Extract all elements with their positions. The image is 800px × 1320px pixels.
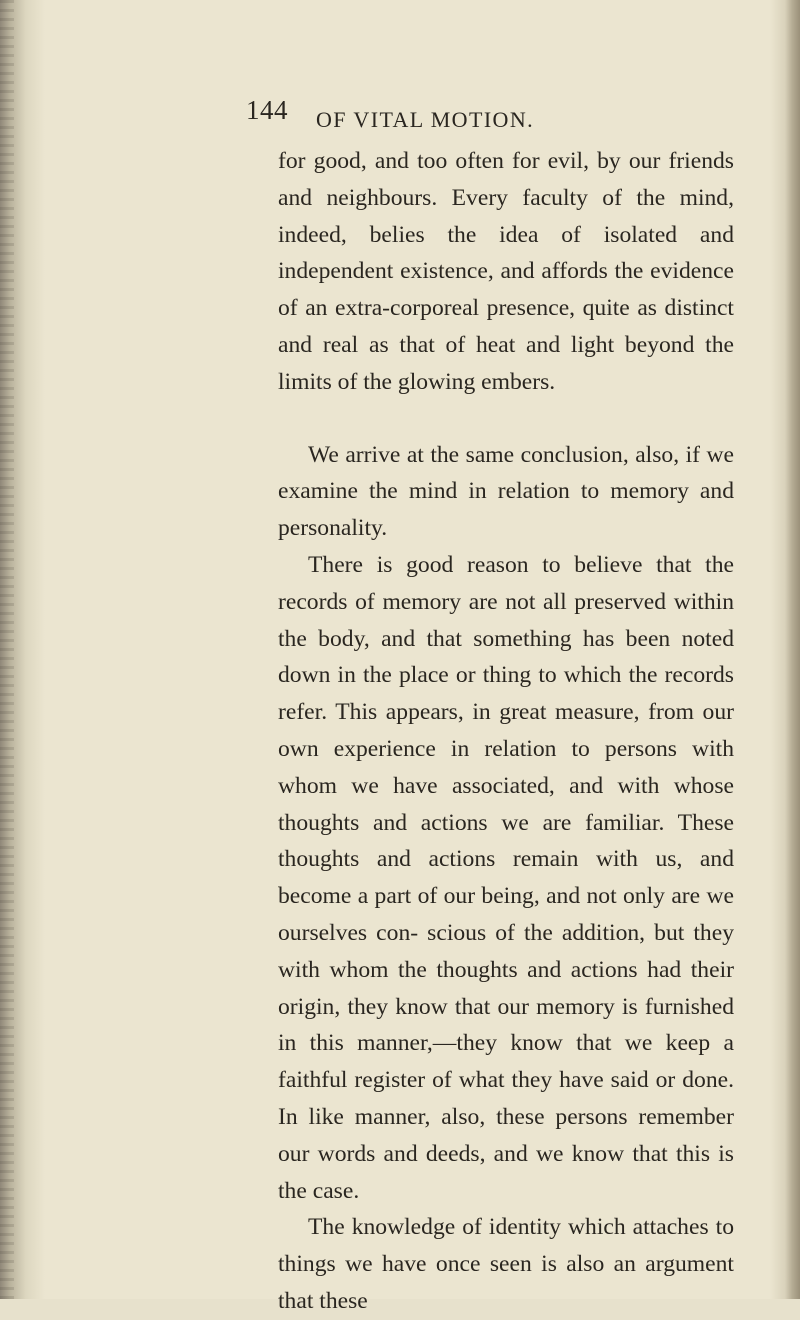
paragraph-continued: for good, and too often for evil, by our friends and neighbours. Every faculty of the mind, indeed, belies the idea of isolated and independent existence, and affords the evidence of an extra-corporeal presence, quite as distinct and real as that of heat and light beyond the limits of the glowing embers. [278,148,734,395]
paragraph-records-of-memory: There is good reason to believe that the records of memory are not all preserved within the body, and that something has been noted down in the place or thing to which the records refer. This appears, in great measure, from our own experience in relation to persons with whom we have associated, and with whose thoughts and actions we are familiar. These thoughts and actions remain with us, and become a part of our being, and not only are we ourselves con- scious of the addition, but they with whom the thoughts and actions had their origin, they know that our memory is furnished in this manner,—they know that we keep a faithful register of what they have said or done. In like manner, also, these persons remember our words and deeds, and we know that this is the case. [278,551,734,1204]
binding-gutter [0,0,14,1299]
paragraph-knowledge-of-identity: The knowledge of identity which attaches to things we have once seen is also an argument that these [278,1214,734,1314]
page-number: 144 [246,95,288,125]
running-title: OF VITAL MOTION. [316,107,535,132]
paragraph-memory-personality: We arrive at the same conclusion, also, if we examine the mind in relation to memory and personality. [278,441,734,542]
body-text [278,143,734,1320]
running-head [0,0,800,140]
